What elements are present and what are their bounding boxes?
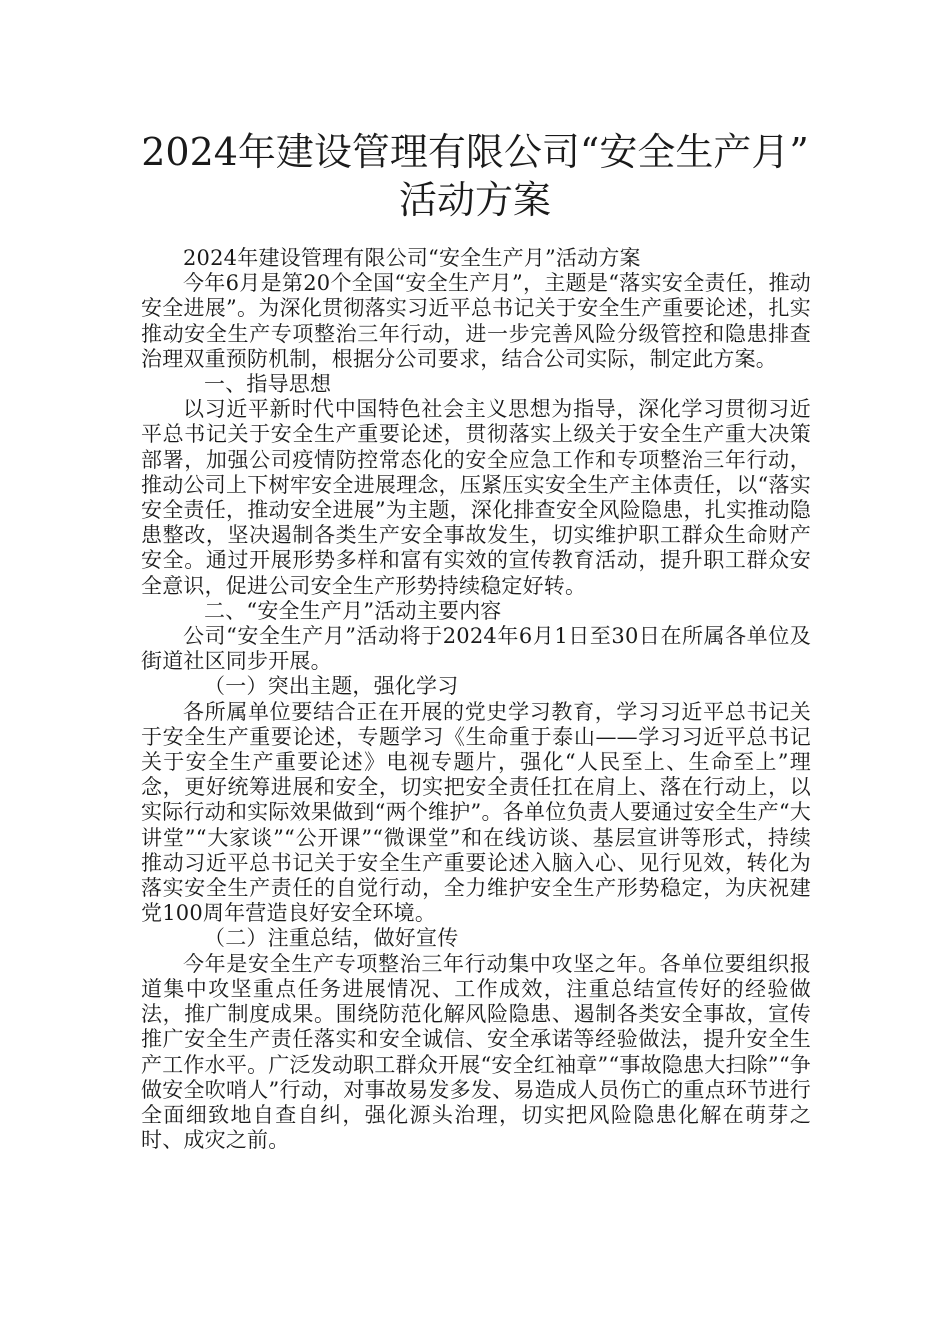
subsection-heading-summary-publicity: （二）注重总结，做好宣传 (204, 926, 459, 951)
paragraph-summary-publicity: 今年是安全生产专项整治三年行动集中攻坚之年。各单位要组织报道集中攻坚重点任务进展情况、工作成效，注重总结宣传好的经验做法，推广制度成果。围绕防范化解风险隐患、遏制各类安全事故，宣传推广安全生产责任落实和安全诚信、安全承诺等经验做法，提升安全生产工作水平。广泛发动职工群众开展“安全红袖章”“事故隐患大扫除”“争做安全吹哨人”行动，对事故易发多发、易造成人员伤亡的重点环节进行全面细致地自查自纠，强化源头治理，切实把风险隐患化解在萌芽之时、成灾之前。 (141, 951, 811, 1153)
paragraph-theme-study: 各所属单位要结合正在开展的党史学习教育，学习习近平总书记关于安全生产重要论述，专题学习《生命重于泰山——学习习近平总书记关于安全生产重要论述》电视专题片，强化“人民至上、生命至上”理念，更好统筹进展和安全，切实把安全责任扛在肩上、落在行动上，以实际行动和实际效果做到“两个维护”。各单位负责人要通过安全生产“大讲堂”“大家谈”“公开课”“微课堂”和在线访谈、基层宣讲等形式，持续推动习近平总书记关于安全生产重要论述入脑入心、见行见效，转化为落实安全生产责任的自觉行动，全力维护安全生产形势稳定，为庆祝建党100周年营造良好安全环境。 (141, 699, 811, 926)
document-title-line-1: 2024年建设管理有限公司“安全生产月” (141, 130, 809, 174)
section-heading-main-content: 二、“安全生产月”活动主要内容 (204, 598, 502, 623)
section-heading-guiding-ideology: 一、指导思想 (204, 372, 332, 397)
body-subtitle: 2024年建设管理有限公司“安全生产月”活动方案 (183, 246, 641, 270)
paragraph-activity-period: 公司“安全生产月”活动将于2024年6月1日至30日在所属各单位及街道社区同步开展。 (141, 624, 811, 674)
document-body (141, 246, 811, 1153)
intro-paragraph: 今年6月是第20个全国“安全生产月”，主题是“落实安全责任，推动安全进展”。为深化贯彻落实习近平总书记关于安全生产重要论述，扎实推动安全生产专项整治三年行动，进一步完善风险分级管控和隐患排查治理双重预防机制，根据分公司要求，结合公司实际，制定此方案。 (141, 271, 811, 371)
subsection-heading-theme-study: （一）突出主题，强化学习 (204, 674, 459, 699)
paragraph-guiding-ideology: 以习近平新时代中国特色社会主义思想为指导，深化学习贯彻习近平总书记关于安全生产重要论述，贯彻落实上级关于安全生产重大决策部署，加强公司疫情防控常态化的安全应急工作和专项整治三年行动，推动公司上下树牢安全进展理念，压紧压实安全生产主体责任，以“落实安全责任，推动安全进展”为主题，深化排查安全风险隐患，扎实推动隐患整改，坚决遏制各类生产安全事故发生，切实维护职工群众生命财产安全。通过开展形势多样和富有实效的宣传教育活动，提升职工群众安全意识，促进公司安全生产形势持续稳定好转。 (141, 397, 811, 598)
document-title-line-2: 活动方案 (398, 178, 551, 222)
